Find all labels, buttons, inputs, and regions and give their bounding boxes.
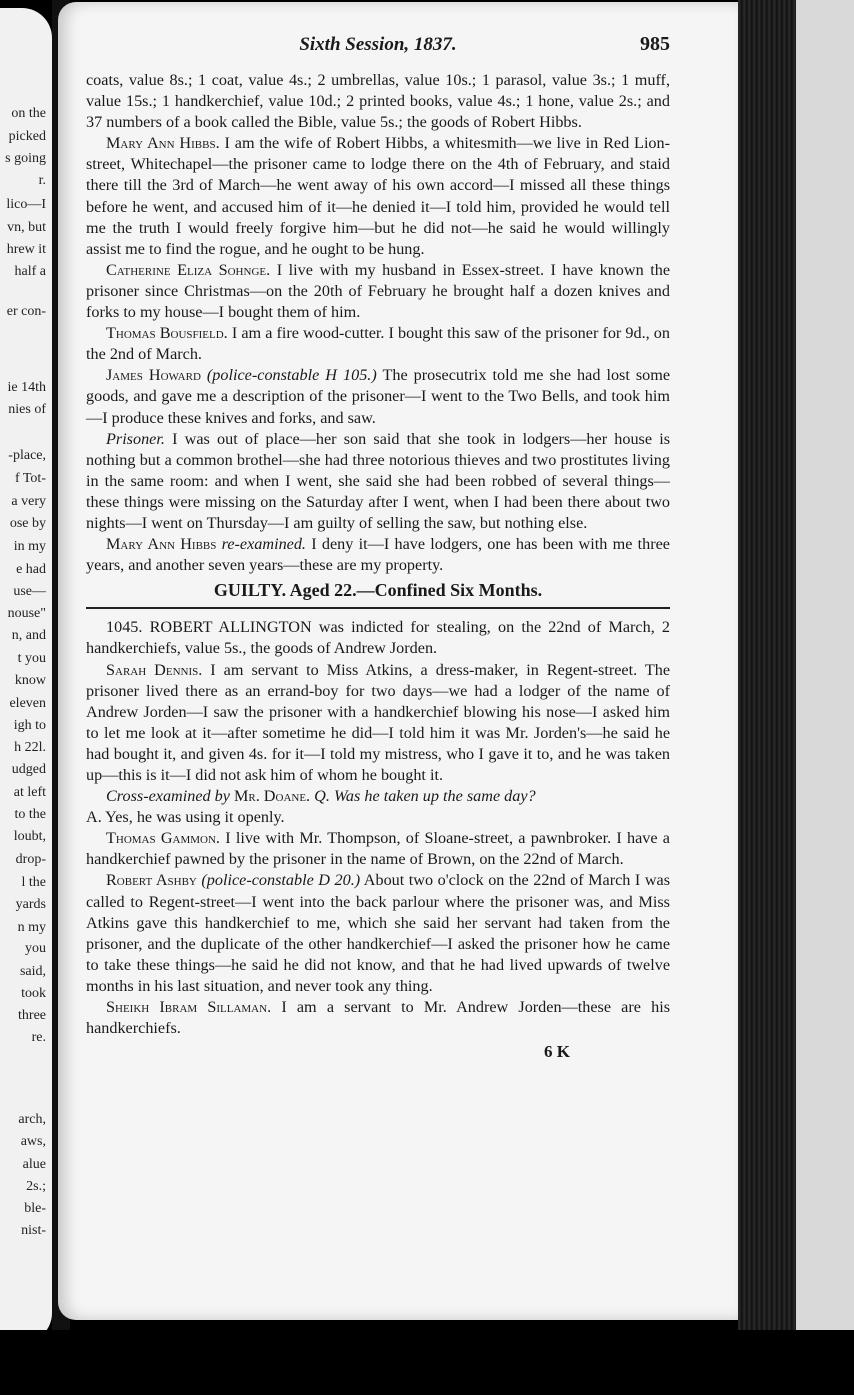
facing-page-fragment: lico—I	[6, 197, 46, 212]
facing-page-fragment: picked	[8, 129, 46, 144]
running-head: Sixth Session, 1837.	[299, 34, 457, 55]
witness-name: Mr. Doane.	[233, 787, 311, 806]
answer: A. Yes, he was using it openly.	[86, 808, 285, 827]
facing-page-fragment: ble-	[24, 1201, 46, 1216]
facing-page-fragment: igh to	[13, 718, 46, 733]
paragraph-text: I am a servant to Mr. Andrew Jorden—these are his handkerchiefs.	[86, 998, 670, 1038]
facing-page-fragment: took	[21, 986, 46, 1001]
page-header	[86, 34, 670, 70]
facing-page-fragment: nies of	[8, 402, 46, 417]
facing-page-fragment: 2s.;	[26, 1179, 46, 1194]
facing-page-fragment: said,	[19, 964, 46, 979]
paragraph	[86, 786, 670, 828]
facing-page-fragment: hrew it	[6, 242, 46, 257]
facing-page-fragment: use—	[13, 584, 46, 599]
paragraph	[86, 323, 670, 365]
facing-page-fragment: know	[14, 673, 46, 688]
facing-page-fragment: re.	[31, 1030, 46, 1045]
facing-page-fragment: a very	[11, 494, 46, 509]
facing-page-fragment: on the	[11, 106, 46, 121]
signature-mark: 6 K	[544, 1042, 570, 1062]
facing-page-fragment: s going	[5, 151, 46, 166]
paragraph-text: coats, value 8s.; 1 coat, value 4s.; 2 umbrellas, value 10s.; 1 parasol, value 3s.; 1 muff, value 15s.; 1 handkerchief, value 10d.; 2 printed books, value 4s.; 1 hone, value 2s.; and 37 numbers of a book called the Bible, value 5s.; the goods of Robert Hibbs.	[86, 71, 670, 132]
paragraph	[86, 870, 670, 997]
witness-name: Catherine Eliza Sohnge.	[106, 260, 271, 279]
case-divider	[86, 607, 670, 609]
facing-page-fragment: half a	[14, 264, 46, 279]
facing-page-fragment: yards	[15, 897, 46, 912]
facing-page-fragment: arch,	[18, 1112, 46, 1127]
page-number: 985	[640, 33, 670, 55]
facing-page-fragment: n my	[17, 920, 46, 935]
facing-page-fragment: nist-	[21, 1223, 46, 1238]
witness-name: Thomas Bousfield.	[106, 324, 228, 343]
witness-role: re-examined.	[221, 535, 306, 554]
paragraph-text: I live with my husband in Essex-street. I have known the prisoner since Christmas—on the 20th of February he brought half a dozen knives and forks to my house—I bought them of him.	[86, 260, 671, 322]
paragraph-text: I am servant to Miss Atkins, a dress-maker, in Regent-street. The prisoner lived there as an errand-boy for two days—we had a lodger of the name of Andrew Jorden—I saw the prisoner with a handkerchief blowing his nose—I asked him to let me look at it—after sometime he did—I told him it was Mr. Jorden's—he said he had bought it, and given 4s. for it—I told my mistress, who I gave it to, and he was taken up—this is it—I did not ask him of whom he bought it.	[86, 660, 671, 784]
background-surface	[796, 0, 854, 1395]
facing-page-fragment: nouse"	[7, 606, 46, 621]
witness-name: Prisoner.	[106, 429, 165, 448]
facing-page-fragment: h 22l.	[14, 740, 46, 755]
paragraph-text: I live with Mr. Thompson, of Sloane-street, a pawnbroker. I have a handkerchief pawned by the prisoner in the name of Brown, on the 22nd of March.	[86, 829, 670, 869]
facing-page-fragment: three	[18, 1008, 46, 1023]
paragraph-text: About two o'clock on the 22nd of March I was called to Regent-street—I went into the back parlour where the prisoner was, and Miss Atkins gave this handkerchief to me, which she said her servant had taken from the prisoner, and the duplicate of the other handkerchief—I asked the prisoner how he came to take these things—he said he did not know, and that he had lived upwards of twelve months in his last situation, and never took any thing.	[86, 871, 671, 995]
facing-page-fragment: alue	[22, 1157, 46, 1172]
facing-page-fragment: r.	[38, 173, 46, 188]
paragraph	[86, 828, 670, 870]
paragraph-text: I am the wife of Robert Hibbs, a whitesmith—we live in Red Lion-street, Whitechapel—the prisoner came to lodge there on the 4th of February, and staid there till the 3rd of March—he went away of his own accord—I missed all these things before he went, and accused him of it—he denied it—I told him, provided he would tell me the truth I would freely forgive him—but he did not—he said he would willingly assist me to find the rogue, and he ought to be hung.	[86, 134, 671, 258]
paragraph-text: The prosecutrix told me she had lost some goods, and gave me a description of the prisoner—I went to the Two Bells, and took him—I produce these knives and forks, and saw.	[86, 366, 671, 427]
witness-name: Mary Ann Hibbs.	[106, 134, 220, 153]
facing-page-fragment: you	[25, 941, 46, 956]
cross-examination-label: Cross-examined by	[106, 787, 230, 806]
facing-page-fragment: eleven	[9, 696, 46, 711]
paragraph-text: I am a fire wood-cutter. I bought this saw of the prisoner for 9d., on the 2nd of March.	[86, 324, 670, 364]
facing-page-fragment: vn, but	[7, 220, 46, 235]
paragraph-text: 1045. ROBERT ALLINGTON was indicted for stealing, on the 22nd of March, 2 handkerchiefs, value 5s., the goods of Andrew Jorden.	[86, 618, 670, 658]
facing-page-fragment: at left	[13, 785, 46, 800]
facing-page-fragment: udged	[11, 762, 46, 777]
paragraph	[86, 260, 670, 323]
facing-page-fragment: aws,	[20, 1134, 46, 1149]
paragraph	[86, 70, 670, 133]
paragraph	[86, 133, 670, 260]
paragraph	[86, 429, 670, 534]
facing-page	[0, 8, 52, 1343]
facing-page-fragment: n, and	[11, 628, 46, 643]
page-edges	[738, 0, 796, 1330]
witness-name: Thomas Gammon.	[106, 829, 220, 848]
paragraph	[86, 997, 670, 1039]
facing-page-fragment: to the	[14, 807, 46, 822]
paragraph-text: I deny it—I have lodgers, one has been with me three years, and another seven years—these are my property.	[86, 535, 670, 575]
witness-role: (police-constable H 105.)	[206, 366, 377, 385]
facing-page-fragment: ose by	[9, 516, 46, 531]
paragraph	[86, 660, 670, 787]
page-text	[86, 34, 670, 1062]
indictment	[86, 617, 670, 659]
witness-name: Mary Ann Hibbs	[106, 535, 217, 554]
paragraph	[86, 534, 670, 576]
facing-page-fragment: er con-	[6, 304, 46, 319]
facing-page-fragment: l the	[21, 875, 46, 890]
facing-page-fragment: -place,	[8, 448, 46, 463]
facing-page-fragment: e had	[16, 562, 46, 577]
paragraph-text: I was out of place—her son said that she took in lodgers—her house is nothing but a common brothel—she had three notorious thieves and two prostitutes living in the same room: and when I went, she said she had been robbed of several things—these things were missing on the Saturday after I went, when I had been there about two nights—I went on Thursday—I am guilty of selling the saw, but nothing else.	[86, 429, 671, 532]
witness-role: (police-constable D 20.)	[201, 871, 361, 890]
witness-name: Sarah Dennis.	[106, 660, 203, 679]
facing-page-fragment: in my	[13, 539, 46, 554]
facing-page-fragment: drop-	[15, 852, 46, 867]
facing-page-fragment: loubt,	[13, 829, 46, 844]
facing-page-fragment: f Tot-	[14, 471, 46, 486]
facing-page-fragment: t you	[17, 651, 46, 666]
verdict: GUILTY. Aged 22.—Confined Six Months.	[213, 580, 543, 601]
paragraph	[86, 365, 670, 428]
bottom-shadow	[0, 1330, 854, 1395]
witness-name: James Howard	[106, 366, 201, 385]
witness-name: Sheikh Ibram Sillaman.	[106, 998, 272, 1017]
question: Q. Was he taken up the same day?	[314, 787, 536, 806]
facing-page-fragment: ie 14th	[7, 380, 46, 395]
witness-name: Robert Ashby	[106, 871, 197, 890]
